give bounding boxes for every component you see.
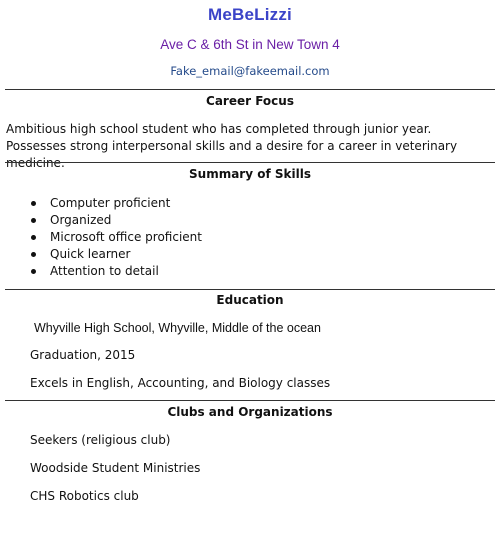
club-item: Woodside Student Ministries — [30, 461, 201, 475]
career-focus-heading: Career Focus — [206, 94, 294, 108]
skills-list — [0, 195, 202, 280]
career-focus-text: Ambitious high school student who has completed through junior year. Possesses strong interpersonal skills and a desire for a career in veterinary medicine. — [6, 122, 458, 170]
section-divider — [5, 162, 495, 163]
education-heading: Education — [216, 293, 284, 307]
section-divider — [5, 289, 495, 290]
list-item — [0, 195, 202, 212]
bullet-icon — [31, 252, 36, 257]
bullet-icon — [31, 201, 36, 206]
resume-email[interactable]: Fake_email@fakeemail.com — [170, 64, 330, 78]
resume-name: MeBeLizzi — [208, 5, 292, 24]
list-item — [0, 229, 202, 246]
skill-label: Quick learner — [50, 247, 131, 261]
education-graduation: Graduation, 2015 — [30, 348, 136, 362]
skill-label: Organized — [50, 213, 112, 227]
skills-heading: Summary of Skills — [189, 167, 311, 181]
section-divider — [5, 89, 495, 90]
section-divider — [5, 400, 495, 401]
bullet-icon — [31, 269, 36, 274]
list-item — [0, 212, 202, 229]
clubs-heading: Clubs and Organizations — [167, 405, 333, 419]
resume-address: Ave C & 6th St in New Town 4 — [160, 37, 340, 52]
education-note: Excels in English, Accounting, and Biology classes — [30, 376, 331, 390]
education-school: Whyville High School, Whyville, Middle of the ocean — [34, 321, 321, 335]
skill-label: Microsoft office proficient — [50, 230, 202, 244]
skill-label: Attention to detail — [50, 264, 159, 278]
bullet-icon — [31, 218, 36, 223]
bullet-icon — [31, 235, 36, 240]
list-item — [0, 246, 202, 263]
club-item: Seekers (religious club) — [30, 433, 171, 447]
club-item: CHS Robotics club — [30, 489, 139, 503]
list-item — [0, 263, 202, 280]
skill-label: Computer proficient — [50, 196, 171, 210]
